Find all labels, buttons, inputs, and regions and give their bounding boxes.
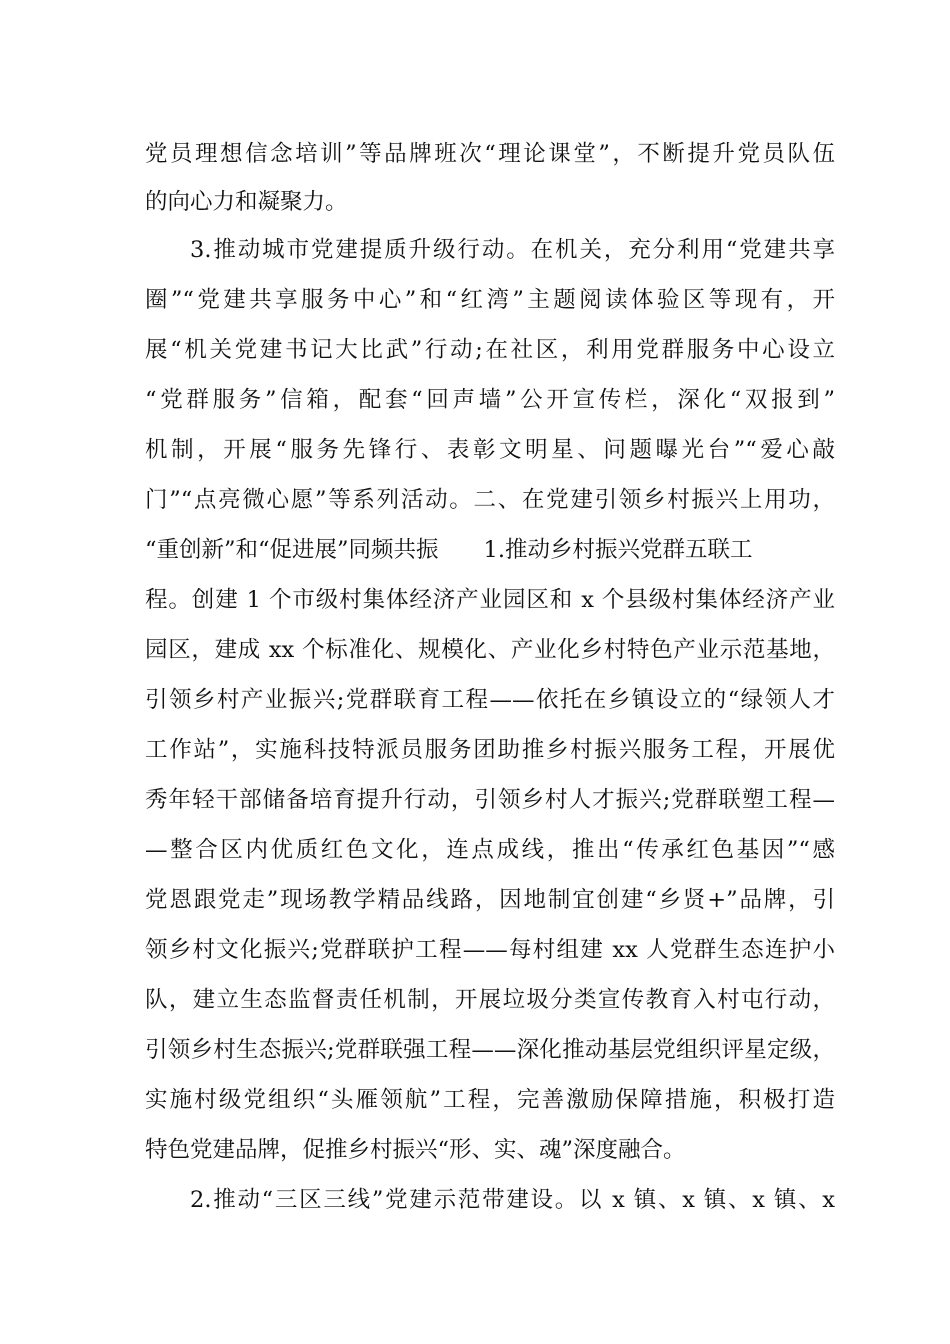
text-line: 园区，建成 xx 个标准化、规模化、产业化乡村特色产业示范基地， bbox=[145, 637, 835, 663]
text-line: 引领乡村产业振兴;党群联育工程——依托在乡镇设立的“绿领人才 bbox=[145, 687, 835, 713]
text-line: 特色党建品牌，促推乡村振兴“形、实、魂”深度融合。 bbox=[145, 1137, 686, 1163]
text-line: 秀年轻干部储备培育提升行动，引领乡村人才振兴;党群联塑工程— bbox=[145, 787, 835, 813]
text-line: 展“机关党建书记大比武”行动;在社区，利用党群服务中心设立 bbox=[145, 337, 835, 363]
text-line: 党恩跟党走”现场教学精品线路，因地制宜创建“乡贤+”品牌，引 bbox=[145, 887, 835, 913]
text-line: 队，建立生态监督责任机制，开展垃圾分类宣传教育入村屯行动， bbox=[145, 987, 835, 1013]
text-line: “党群服务”信箱，配套“回声墙”公开宣传栏，深化“双报到” bbox=[145, 387, 835, 413]
text-line: 圈”“党建共享服务中心”和“红湾”主题阅读体验区等现有，开 bbox=[145, 287, 835, 313]
text-line: 2.推动“三区三线”党建示范带建设。以 x 镇、x 镇、x 镇、x bbox=[190, 1187, 835, 1213]
text-line: “重创新”和“促进展”同频共振 1.推动乡村振兴党群五联工 bbox=[145, 537, 753, 563]
text-line: 党员理想信念培训”等品牌班次“理论课堂”，不断提升党员队伍 bbox=[145, 141, 835, 167]
text-line: 领乡村文化振兴;党群联护工程——每村组建 xx 人党群生态连护小 bbox=[145, 937, 835, 963]
text-line: 机制，开展“服务先锋行、表彰文明星、问题曝光台”“爱心敲 bbox=[145, 437, 835, 463]
text-line: 引领乡村生态振兴;党群联强工程——深化推动基层党组织评星定级， bbox=[145, 1037, 835, 1063]
text-line: 程。创建 1 个市级村集体经济产业园区和 x 个县级村集体经济产业 bbox=[145, 587, 835, 613]
text-line: 实施村级党组织“头雁领航”工程，完善激励保障措施，积极打造 bbox=[145, 1087, 835, 1113]
text-line: 3.推动城市党建提质升级行动。在机关，充分利用“党建共享 bbox=[190, 237, 835, 263]
text-line: 的向心力和凝聚力。 bbox=[145, 189, 348, 215]
text-line: 门”“点亮微心愿”等系列活动。二、在党建引领乡村振兴上用功， bbox=[145, 487, 835, 513]
text-line: 工作站”，实施科技特派员服务团助推乡村振兴服务工程，开展优 bbox=[145, 737, 835, 763]
text-line: —整合区内优质红色文化，连点成线，推出“传承红色基因”“感 bbox=[145, 837, 835, 863]
